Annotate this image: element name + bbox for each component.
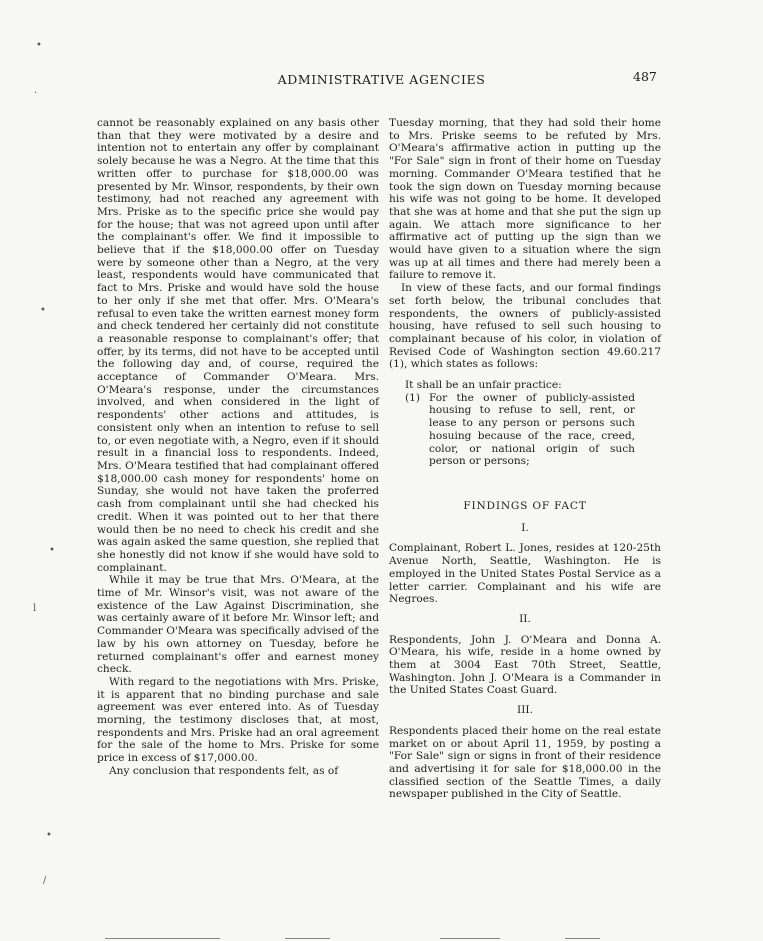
statute-item: [405, 392, 661, 468]
paragraph: Any conclusion that respondents felt, as of: [109, 764, 339, 777]
scan-speck: ‧: [34, 88, 38, 99]
scan-speck: •: [40, 305, 46, 316]
scan-edge-line: [440, 938, 500, 939]
scan-speck: ∕: [43, 875, 47, 886]
scan-edge-line: [285, 938, 330, 939]
finding-number: I.: [521, 521, 529, 534]
scan-speck: •: [46, 830, 52, 841]
scan-edge-line: [105, 938, 220, 939]
statute-item-text: For the owner of publicly-assisted housing to refuse to sell, rent, or lease to any person or persons such hosuing because of the race, creed, color, or national origin of such person or persons;: [429, 391, 635, 468]
paragraph: cannot be reasonably explained on any basis other than that they were motivated by a desire and intention not to entertain any offer by complainant solely because he was a Negro. At the time that this written offer to purchase for $18,000.00 was presented by Mr. Winsor, respondents, by their own testimony, had not reached any agreement with Mrs. Priske as to the specific price she would pay for the house; that was not agreed upon until after the complainant's offer. We find it impossible to believe that if the $18,000.00 offer on Tuesday were by someone other than a Negro, at the very least, respondents would have communicated that fact to Mrs. Priske and would have sold the house to her only if she met that offer. Mrs. O'Meara's refusal to even take the written earnest money form and check tendered her certainly did not constitute a reasonable response to complainant's offer; that offer, by its terms, did not have to be accepted until the following day and, of course, required the acceptance of Commander O'Meara. Mrs. O'Meara's response, under the circumstances involved, and when considered in the light of respondents' other actions and attitudes, is consistent only when an intention to refuse to sell to, or even negotiate with, a Negro, even if it should result in a financial loss to respondents. Indeed, Mrs. O'Meara testified that had complainant offered $18,000.00 cash money for respondents' home on Sunday, she would not have taken the proferred cash from complainant until she had checked his credit. When it was pointed out to her that there would then be no need to check his credit and she was again asked the same question, she replied that she honestly did not know if she would have sold to complainant.: [97, 117, 379, 574]
finding-text: Respondents, John J. O'Meara and Donna A. O'Meara, his wife, reside in a home owned by them at 3004 East 70th Street, Seattle, Washington. John J. O'Meara is a Commander in the United States Coast Guard.: [389, 633, 661, 697]
scan-edge-line: [565, 938, 600, 939]
right-column: [389, 117, 661, 801]
finding-text: Respondents placed their home on the real estate market on or about April 11, 1959, by posting a "For Sale" sign or signs in front of their residence and advertising it for sale for $18,000.00 in the classified section of the Seattle Times, a daily newspaper published in the City of Seattle.: [389, 724, 661, 801]
finding-number: II.: [519, 612, 531, 625]
statute-item-number: (1): [405, 391, 421, 404]
scan-speck: •: [49, 545, 55, 556]
paragraph: While it may be true that Mrs. O'Meara, at the time of Mr. Winsor's visit, was not aware of the existence of the Law Against Discrimination, she was certainly aware of it before Mr. Winsor left; and Commander O'Meara was specifically advised of the law by his own attorney on Tuesday, before he returned complainant's offer and earnest money check.: [97, 574, 379, 676]
page-number: 487: [633, 69, 657, 84]
paragraph: Tuesday morning, that they had sold their home to Mrs. Priske seems to be refuted by Mrs. O'Meara's affirmative action in putting up the "For Sale" sign in front of their home on Tuesday morning. Commander O'Meara testified that he took the sign down on Tuesday morning because his wife was not going to be home. It developed that she was at home and that she put the sign up again. We attach more significance to her affirmative act of putting up the sign than we would have given to a situation where the sign was up at all times and there had merely been a failure to remove it.: [389, 117, 661, 282]
statute-intro: It shall be an unfair practice:: [405, 379, 562, 392]
findings-heading: FINDINGS OF FACT: [463, 499, 587, 512]
finding-number: III.: [517, 704, 533, 717]
finding-text: Complainant, Robert L. Jones, resides at 120-25th Avenue North, Seattle, Washington. He is employed in the United States Postal Service as a letter carrier. Complainant and his wife are Negroes.: [389, 542, 661, 606]
scan-speck: •: [36, 40, 42, 51]
running-header-title: ADMINISTRATIVE AGENCIES: [277, 72, 486, 87]
left-column: [97, 117, 379, 778]
paragraph: With regard to the negotiations with Mrs. Priske, it is apparent that no binding purchase and sale agreement was ever entered into. As of Tuesday morning, the testimony discloses that, at most, respondents and Mrs. Priske had an oral agreement for the sale of the home to Mrs. Priske for some price in excess of $17,000.00.: [97, 675, 379, 765]
paragraph: In view of these facts, and our formal findings set forth below, the tribunal concludes that respondents, the owners of publicly-assisted housing, have refused to sell such housing to complainant because of his color, in violation of Revised Code of Washington section 49.60.217 (1), which states as follows:: [389, 282, 661, 371]
scan-speck: ⅼ: [33, 603, 37, 614]
